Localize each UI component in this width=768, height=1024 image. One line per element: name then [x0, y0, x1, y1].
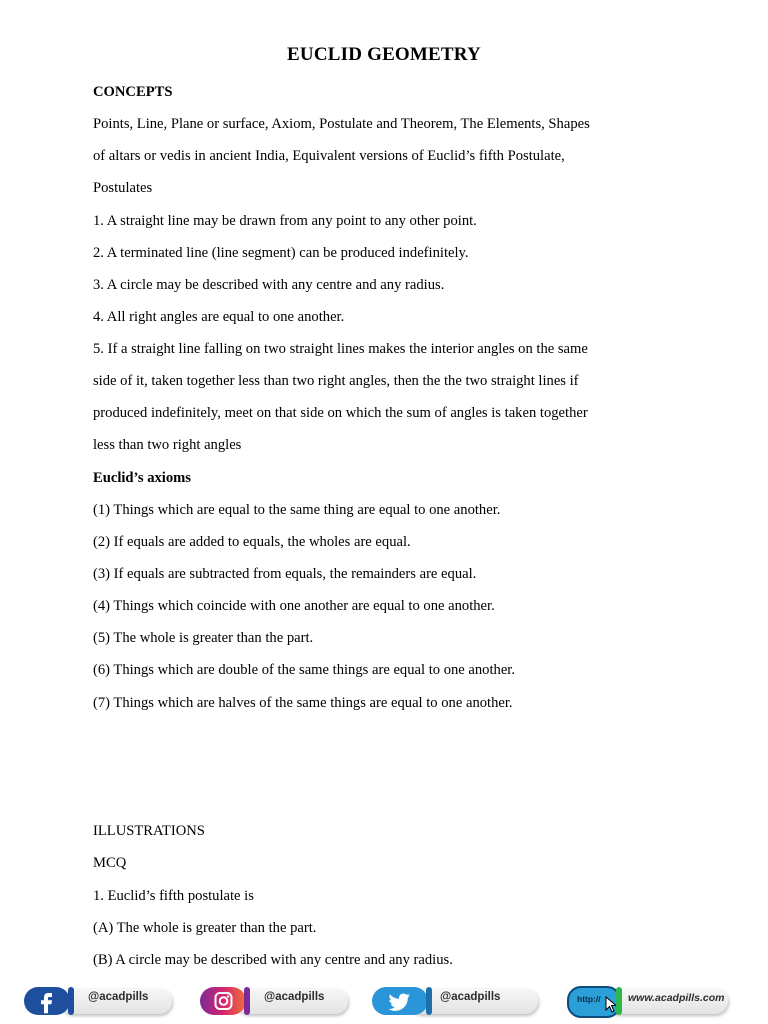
twitter-handle[interactable]: @acadpills [440, 991, 501, 1003]
footer-social-bar [0, 984, 768, 1018]
axiom-line: (7) Things which are halves of the same things are equal to one another. [93, 695, 513, 711]
facebook-badge[interactable] [24, 987, 70, 1015]
axiom-line: (4) Things which coincide with one another are equal to one another. [93, 598, 495, 614]
concepts-heading: CONCEPTS [93, 84, 173, 100]
instagram-accent [244, 987, 250, 1015]
illustrations-heading: ILLUSTRATIONS [93, 823, 205, 839]
axiom-line: (1) Things which are equal to the same thing are equal to one another. [93, 502, 501, 518]
concepts-line: of altars or vedis in ancient India, Equivalent versions of Euclid’s fifth Postulate, [93, 148, 565, 164]
website-accent [616, 987, 622, 1015]
twitter-bird-icon [372, 987, 428, 1015]
postulate-line: 4. All right angles are equal to one another. [93, 309, 345, 325]
mcq-question: 1. Euclid’s fifth postulate is [93, 888, 254, 904]
concepts-line: Postulates [93, 180, 153, 196]
postulate-line: 3. A circle may be described with any centre and any radius. [93, 277, 445, 293]
website-badge[interactable] [567, 986, 621, 1018]
mcq-option: (B) A circle may be described with any centre and any radius. [93, 952, 453, 968]
postulate-line: 1. A straight line may be drawn from any point to any other point. [93, 213, 477, 229]
axiom-line: (5) The whole is greater than the part. [93, 630, 314, 646]
instagram-icon [200, 987, 246, 1015]
website-url[interactable]: www.acadpills.com [628, 992, 725, 1004]
postulate-line: 2. A terminated line (line segment) can be produced indefinitely. [93, 245, 469, 261]
mcq-option: (A) The whole is greater than the part. [93, 920, 317, 936]
instagram-handle[interactable]: @acadpills [264, 991, 325, 1003]
axiom-line: (6) Things which are double of the same things are equal to one another. [93, 662, 516, 678]
concepts-line: Points, Line, Plane or surface, Axiom, Postulate and Theorem, The Elements, Shapes [93, 116, 590, 132]
postulate-line: 5. If a straight line falling on two straight lines makes the interior angles on the same [93, 341, 588, 357]
web-prefix: http:// [577, 994, 601, 1004]
postulate-line: produced indefinitely, meet on that side on which the sum of angles is taken together [93, 405, 588, 421]
axiom-line: (2) If equals are added to equals, the wholes are equal. [93, 534, 411, 550]
axioms-heading: Euclid’s axioms [93, 470, 191, 486]
page-title: EUCLID GEOMETRY [287, 44, 481, 65]
twitter-accent [426, 987, 432, 1015]
twitter-badge[interactable] [372, 987, 428, 1015]
facebook-icon [24, 987, 70, 1015]
facebook-handle[interactable]: @acadpills [88, 991, 149, 1003]
facebook-accent [68, 987, 74, 1015]
postulate-line: side of it, taken together less than two right angles, then the the two straight lines if [93, 373, 579, 389]
mcq-heading: MCQ [93, 855, 127, 871]
postulate-line: less than two right angles [93, 437, 242, 453]
instagram-badge[interactable] [200, 987, 246, 1015]
axiom-line: (3) If equals are subtracted from equals, the remainders are equal. [93, 566, 477, 582]
